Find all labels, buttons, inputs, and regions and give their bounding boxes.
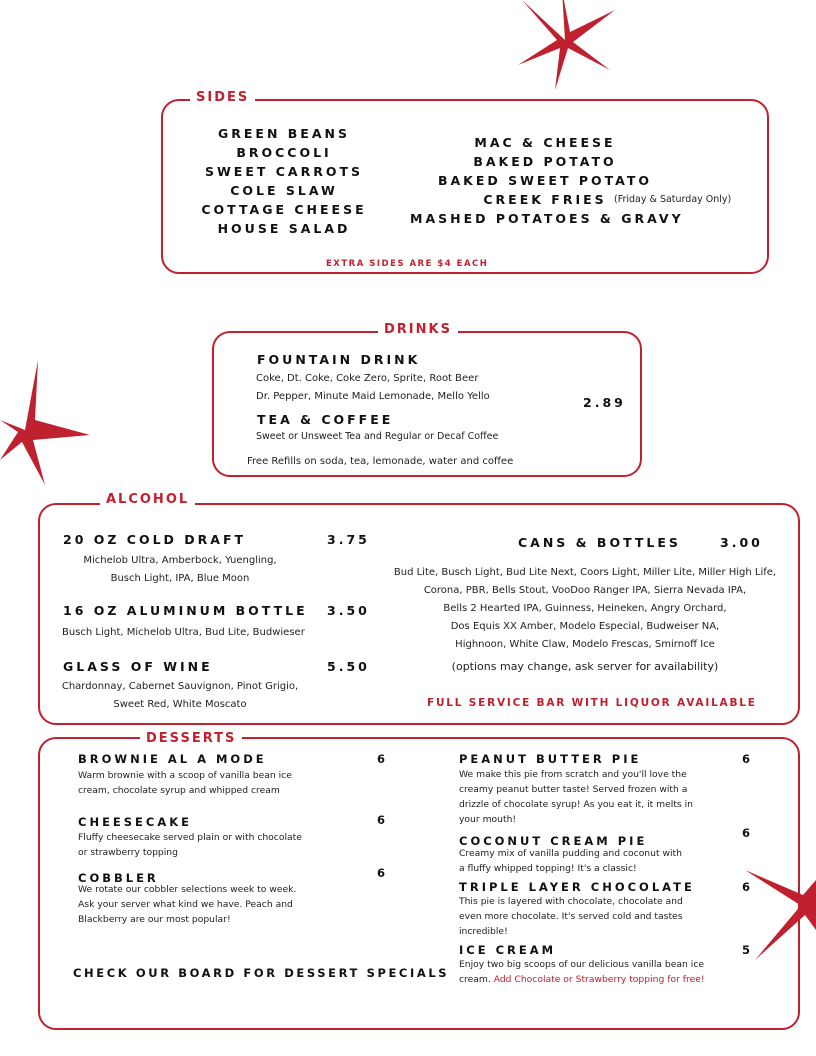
free-refills: Free Refills on soda, tea, lemonade, water and coffee [247, 456, 514, 467]
brownie-line: cream, chocolate syrup and whipped cream [78, 785, 280, 796]
coconut-desc [459, 846, 682, 876]
coconut-price: 6 [742, 826, 754, 840]
cobbler-line: Blackberry are our most popular! [78, 914, 231, 925]
icecream-line-plain: cream. [459, 974, 494, 985]
fountain-drink-title: FOUNTAIN DRINK [257, 352, 421, 367]
icecream-line [459, 972, 705, 987]
icecream-line: Enjoy two big scoops of our delicious vanilla bean ice [459, 959, 705, 970]
tea-coffee-title: TEA & COFFEE [257, 412, 394, 427]
side-item: BROCCOLI [236, 145, 332, 160]
draft-line: Michelob Ultra, Amberbock, Yuengling, [83, 555, 277, 566]
coconut-line: Creamy mix of vanilla pudding and coconut with [459, 848, 682, 859]
cans-note: (options may change, ask server for availability) [451, 660, 719, 673]
board-specials: CHECK OUR BOARD FOR DESSERT SPECIALS [73, 966, 450, 980]
cheesecake-price: 6 [377, 813, 389, 827]
desserts-title-text: DESSERTS [146, 731, 237, 746]
side-item: BAKED POTATO [473, 154, 617, 169]
cans-line: Bells 2 Hearted IPA, Guinness, Heineken, Angry Orchard, [443, 603, 727, 614]
cheesecake-title: CHEESECAKE [78, 815, 193, 829]
triple-price: 6 [742, 880, 754, 894]
side-item: HOUSE SALAD [217, 221, 351, 236]
draft-line: Busch Light, IPA, Blue Moon [110, 573, 250, 584]
side-item: COLE SLAW [230, 183, 338, 198]
side-item: GREEN BEANS [218, 126, 350, 141]
coconut-line: a fluffy whipped topping! It's a classic! [459, 863, 637, 874]
cobbler-line: We rotate our cobbler selections week to week. [78, 884, 297, 895]
peanut-desc [459, 767, 693, 827]
peanut-line: creamy peanut butter taste! Served frozen with a [459, 784, 688, 795]
side-item: SWEET CARROTS [204, 164, 363, 179]
triple-line: even more chocolate. It's served cold and tastes [459, 911, 683, 922]
side-item: MASHED POTATOES & GRAVY [410, 211, 684, 226]
bottle-title: 16 OZ ALUMINUM BOTTLE [63, 603, 308, 618]
wine-line: Chardonnay, Cabernet Sauvignon, Pinot Grigio, [61, 681, 299, 692]
draft-desc [50, 552, 310, 588]
brownie-title: BROWNIE AL A MODE [78, 752, 267, 766]
icecream-topping-offer: Add Chocolate or Strawberry topping for free! [493, 974, 705, 985]
brownie-line: Warm brownie with a scoop of vanilla bean ice [78, 770, 292, 781]
cobbler-desc [78, 882, 296, 927]
cheesecake-line: or strawberry topping [78, 847, 178, 858]
brownie-price: 6 [377, 752, 389, 766]
cans-line: Bud Lite, Busch Light, Bud Lite Next, Coors Light, Miller Lite, Miller High Life, [393, 567, 777, 578]
cans-line: Highnoon, White Claw, Modelo Frescas, Smirnoff Ice [455, 639, 715, 650]
bottle-desc: Busch Light, Michelob Ultra, Bud Lite, Budwieser [62, 627, 305, 638]
wine-title: GLASS OF WINE [63, 659, 213, 674]
side-item: BAKED SWEET POTATO [437, 173, 653, 188]
triple-title: TRIPLE LAYER CHOCOLATE [459, 880, 695, 894]
wine-price: 5.50 [327, 659, 370, 674]
drinks-title [378, 322, 458, 337]
desserts-title [140, 731, 242, 746]
cobbler-price: 6 [377, 866, 389, 880]
alcohol-title [100, 492, 195, 507]
creek-fries-note: (Friday & Saturday Only) [614, 194, 732, 205]
star-left-icon [0, 360, 95, 490]
draft-title: 20 OZ COLD DRAFT [63, 532, 247, 547]
side-item: MAC & CHEESE [474, 135, 616, 150]
drinks-price: 2.89 [583, 395, 626, 410]
alcohol-title-text: ALCOHOL [106, 492, 190, 507]
star-top-icon [510, 0, 620, 90]
icecream-desc [459, 957, 705, 987]
coconut-title: COCONUT CREAM PIE [459, 834, 648, 848]
wine-line: Sweet Red, White Moscato [113, 699, 247, 710]
brownie-desc [78, 768, 292, 798]
cheesecake-desc [78, 830, 302, 860]
side-item: CREEK FRIES [483, 192, 607, 207]
wine-desc [50, 678, 310, 714]
peanut-title: PEANUT BUTTER PIE [459, 752, 642, 766]
cans-line: Dos Equis XX Amber, Modelo Especial, Budweiser NA, [450, 621, 720, 632]
sides-title [190, 90, 255, 105]
peanut-line: drizzle of chocolate syrup! As you eat it, it melts in [459, 799, 694, 810]
side-item: COTTAGE CHEESE [201, 202, 367, 217]
cobbler-title: COBBLER [78, 871, 159, 885]
extra-sides-note: EXTRA SIDES ARE $4 EACH [326, 259, 489, 269]
cans-price: 3.00 [720, 535, 763, 550]
cheesecake-line: Fluffy cheesecake served plain or with chocolate [78, 832, 302, 843]
icecream-title: ICE CREAM [459, 943, 557, 957]
bottle-price: 3.50 [327, 603, 370, 618]
icecream-price: 5 [742, 943, 754, 957]
triple-desc [459, 894, 683, 939]
drinks-title-text: DRINKS [384, 322, 452, 337]
triple-line: This pie is layered with chocolate, chocolate and [459, 896, 683, 907]
sides-left-list [190, 124, 378, 238]
cans-list [390, 564, 780, 654]
tea-coffee-desc: Sweet or Unsweet Tea and Regular or Decaf Coffee [256, 431, 499, 442]
peanut-line: your mouth! [459, 814, 517, 825]
draft-price: 3.75 [327, 532, 370, 547]
sides-title-text: SIDES [196, 90, 250, 105]
cans-title: CANS & BOTTLES [518, 535, 681, 550]
cans-line: Corona, PBR, Bells Stout, VooDoo Ranger IPA, Sierra Nevada IPA, [423, 585, 747, 596]
fountain-line: Coke, Dt. Coke, Coke Zero, Sprite, Root Beer [256, 373, 479, 384]
fountain-line: Dr. Pepper, Minute Maid Lemonade, Mello Yello [256, 391, 490, 402]
peanut-price: 6 [742, 752, 754, 766]
full-bar-note: FULL SERVICE BAR WITH LIQUOR AVAILABLE [427, 697, 757, 709]
cobbler-line: Ask your server what kind we have. Peach and [78, 899, 293, 910]
triple-line: incredible! [459, 926, 508, 937]
peanut-line: We make this pie from scratch and you'll love the [459, 769, 687, 780]
sides-right-list [410, 133, 684, 228]
